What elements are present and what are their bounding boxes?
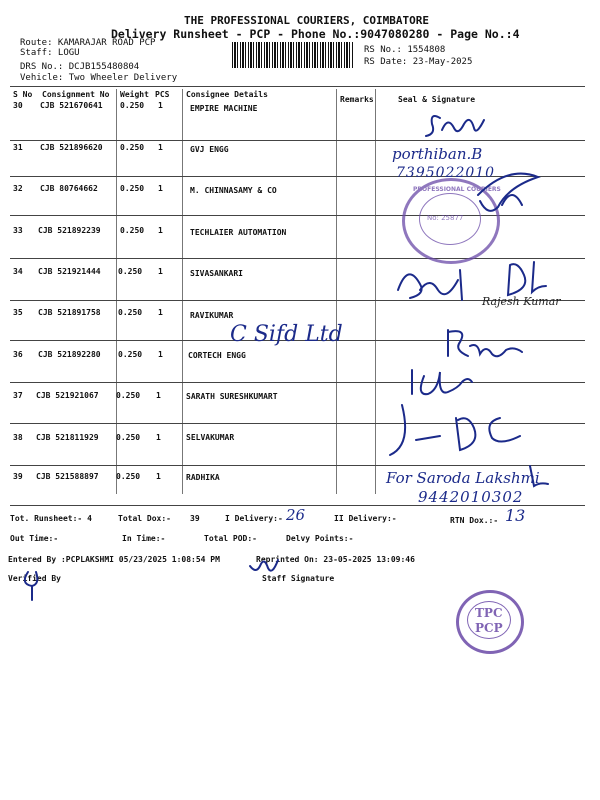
- rs-number: RS No.: 1554808: [364, 45, 446, 55]
- handwritten-row39-for: For Saroda Lakshmi: [386, 469, 540, 487]
- signature-row34-dk: [508, 262, 546, 295]
- runsheet-subtitle: Delivery Runsheet - PCP - Phone No.:9047080280 - Page No.:4: [111, 27, 520, 41]
- company-title: THE PROFESSIONAL COURIERS, COIMBATORE: [184, 14, 430, 27]
- row-38-consignment: CJB 521811929: [36, 433, 99, 442]
- signature-row32: [478, 174, 538, 211]
- row-38-sno: 38: [13, 433, 23, 442]
- total-dox-label: Total Dox:-: [118, 514, 171, 523]
- delvy-points: Delvy Points:-: [286, 534, 354, 543]
- row-35-pcs: 1: [158, 308, 163, 317]
- signature-row34: [398, 270, 462, 300]
- row-36-consignment: CJB 521892280: [38, 350, 101, 359]
- col-sno: S No: [13, 90, 33, 99]
- row-31-weight: 0.250: [120, 143, 145, 152]
- signature-verified: [25, 572, 38, 600]
- handwritten-row36-company: C Sifd Ltd: [230, 322, 343, 347]
- row-37-weight: 0.250: [116, 391, 141, 400]
- company-stamp-no: No: 25877: [427, 214, 464, 222]
- row-31-consignee: GVJ ENGG: [190, 145, 229, 154]
- row-32-consignee: M. CHINNASAMY & CO: [190, 186, 277, 195]
- signature-row39: [530, 466, 548, 486]
- col-remarks: Remarks: [340, 95, 374, 104]
- row-35-sno: 35: [13, 308, 23, 317]
- row-38-consignee: SELVAKUMAR: [186, 433, 235, 442]
- out-time: Out Time:-: [10, 534, 59, 543]
- total-pod: Total POD:-: [204, 534, 257, 543]
- col-consignment: Consignment No: [42, 90, 110, 99]
- handwritten-row31-name: porthiban.B: [392, 145, 483, 163]
- row-30-weight: 0.250: [120, 101, 145, 110]
- rtn-dox-handwritten: 13: [505, 506, 526, 525]
- rtn-dox-label: RTN Dox.:-: [450, 516, 499, 525]
- row-34-sno: 34: [13, 267, 23, 276]
- drs-number: DRS No.: DCJB155480804: [20, 62, 140, 72]
- row-31-pcs: 1: [158, 143, 163, 152]
- handwritten-row39-phone: 9442010302: [418, 488, 524, 506]
- row-39-pcs: 1: [156, 472, 161, 481]
- col-seal: Seal & Signature: [398, 95, 476, 104]
- i-delivery-label: I Delivery:-: [225, 514, 283, 523]
- row-38-pcs: 1: [156, 433, 161, 442]
- row-39-weight: 0.250: [116, 472, 141, 481]
- row-34-consignee: SIVASANKARI: [190, 269, 243, 278]
- signature-row38: [390, 405, 520, 455]
- row-32-weight: 0.250: [120, 184, 145, 193]
- row-36-pcs: 1: [158, 350, 163, 359]
- i-delivery-handwritten: 26: [286, 506, 306, 524]
- row-36-weight: 0.250: [118, 350, 143, 359]
- row-30-consignment: CJB 521670641: [40, 101, 103, 110]
- row-33-weight: 0.250: [120, 226, 145, 235]
- ii-delivery-label: II Delivery:-: [334, 514, 397, 523]
- col-weight: Weight: [120, 90, 149, 99]
- handwritten-row34-name: Rajesh Kumar: [482, 295, 561, 308]
- company-stamp-text: PROFESSIONAL COURIERS: [413, 186, 501, 193]
- row-34-consignment: CJB 521921444: [38, 267, 101, 276]
- row-37-consignee: SARATH SURESHKUMART: [186, 392, 278, 401]
- row-35-weight: 0.250: [118, 308, 143, 317]
- col-pcs: PCS: [155, 90, 170, 99]
- row-39-consignment: CJB 521588897: [36, 472, 99, 481]
- row-38-weight: 0.250: [116, 433, 141, 442]
- row-34-pcs: 1: [158, 267, 163, 276]
- row-32-pcs: 1: [158, 184, 163, 193]
- row-33-consignee: TECHLAIER AUTOMATION: [190, 228, 287, 237]
- row-35-consignee: RAVIKUMAR: [190, 311, 234, 320]
- row-39-sno: 39: [13, 472, 23, 481]
- row-39-consignee: RADHIKA: [186, 473, 220, 482]
- in-time: In Time:-: [122, 534, 166, 543]
- row-37-sno: 37: [13, 391, 23, 400]
- row-37-consignment: CJB 521921067: [36, 391, 99, 400]
- reprinted-on: Reprinted On: 23-05-2025 13:09:46: [256, 555, 415, 564]
- row-36-sno: 36: [13, 350, 23, 359]
- row-33-sno: 33: [13, 226, 23, 235]
- signature-row36: [448, 330, 522, 356]
- route-label: Route: KAMARAJAR ROAD PCP: [20, 38, 156, 48]
- total-dox-value: 39: [190, 514, 200, 523]
- signature-row30: [426, 116, 484, 136]
- row-34-weight: 0.250: [118, 267, 143, 276]
- signature-row37: [412, 370, 472, 394]
- row-31-sno: 31: [13, 143, 23, 152]
- staff-signature-label: Staff Signature: [262, 574, 335, 583]
- row-32-consignment: CJB 80764662: [40, 184, 98, 193]
- row-30-pcs: 1: [158, 101, 163, 110]
- signature-staff: [250, 560, 278, 571]
- row-33-pcs: 1: [158, 226, 163, 235]
- handwritten-row31-phone: 7395022010: [396, 165, 496, 181]
- row-30-consignee: EMPIRE MACHINE: [190, 104, 258, 113]
- row-37-pcs: 1: [156, 391, 161, 400]
- verified-by: Verified By: [8, 574, 61, 583]
- staff-label: Staff: LOGU: [20, 48, 80, 58]
- tot-runsheet: Tot. Runsheet:- 4: [10, 514, 92, 523]
- row-31-consignment: CJB 521896620: [40, 143, 103, 152]
- vehicle-label: Vehicle: Two Wheeler Delivery: [20, 73, 178, 83]
- rs-date: RS Date: 23-May-2025: [364, 57, 473, 67]
- tpc-stamp-top: TPC: [475, 606, 503, 620]
- entered-by: Entered By :PCPLAKSHMI 05/23/2025 1:08:54 PM: [8, 555, 220, 564]
- row-33-consignment: CJB 521892239: [38, 226, 101, 235]
- row-30-sno: 30: [13, 101, 23, 110]
- row-36-consignee: CORTECH ENGG: [188, 351, 246, 360]
- tpc-stamp-bottom: PCP: [475, 621, 503, 635]
- row-32-sno: 32: [13, 184, 23, 193]
- col-consignee: Consignee Details: [186, 90, 268, 99]
- row-35-consignment: CJB 521891758: [38, 308, 101, 317]
